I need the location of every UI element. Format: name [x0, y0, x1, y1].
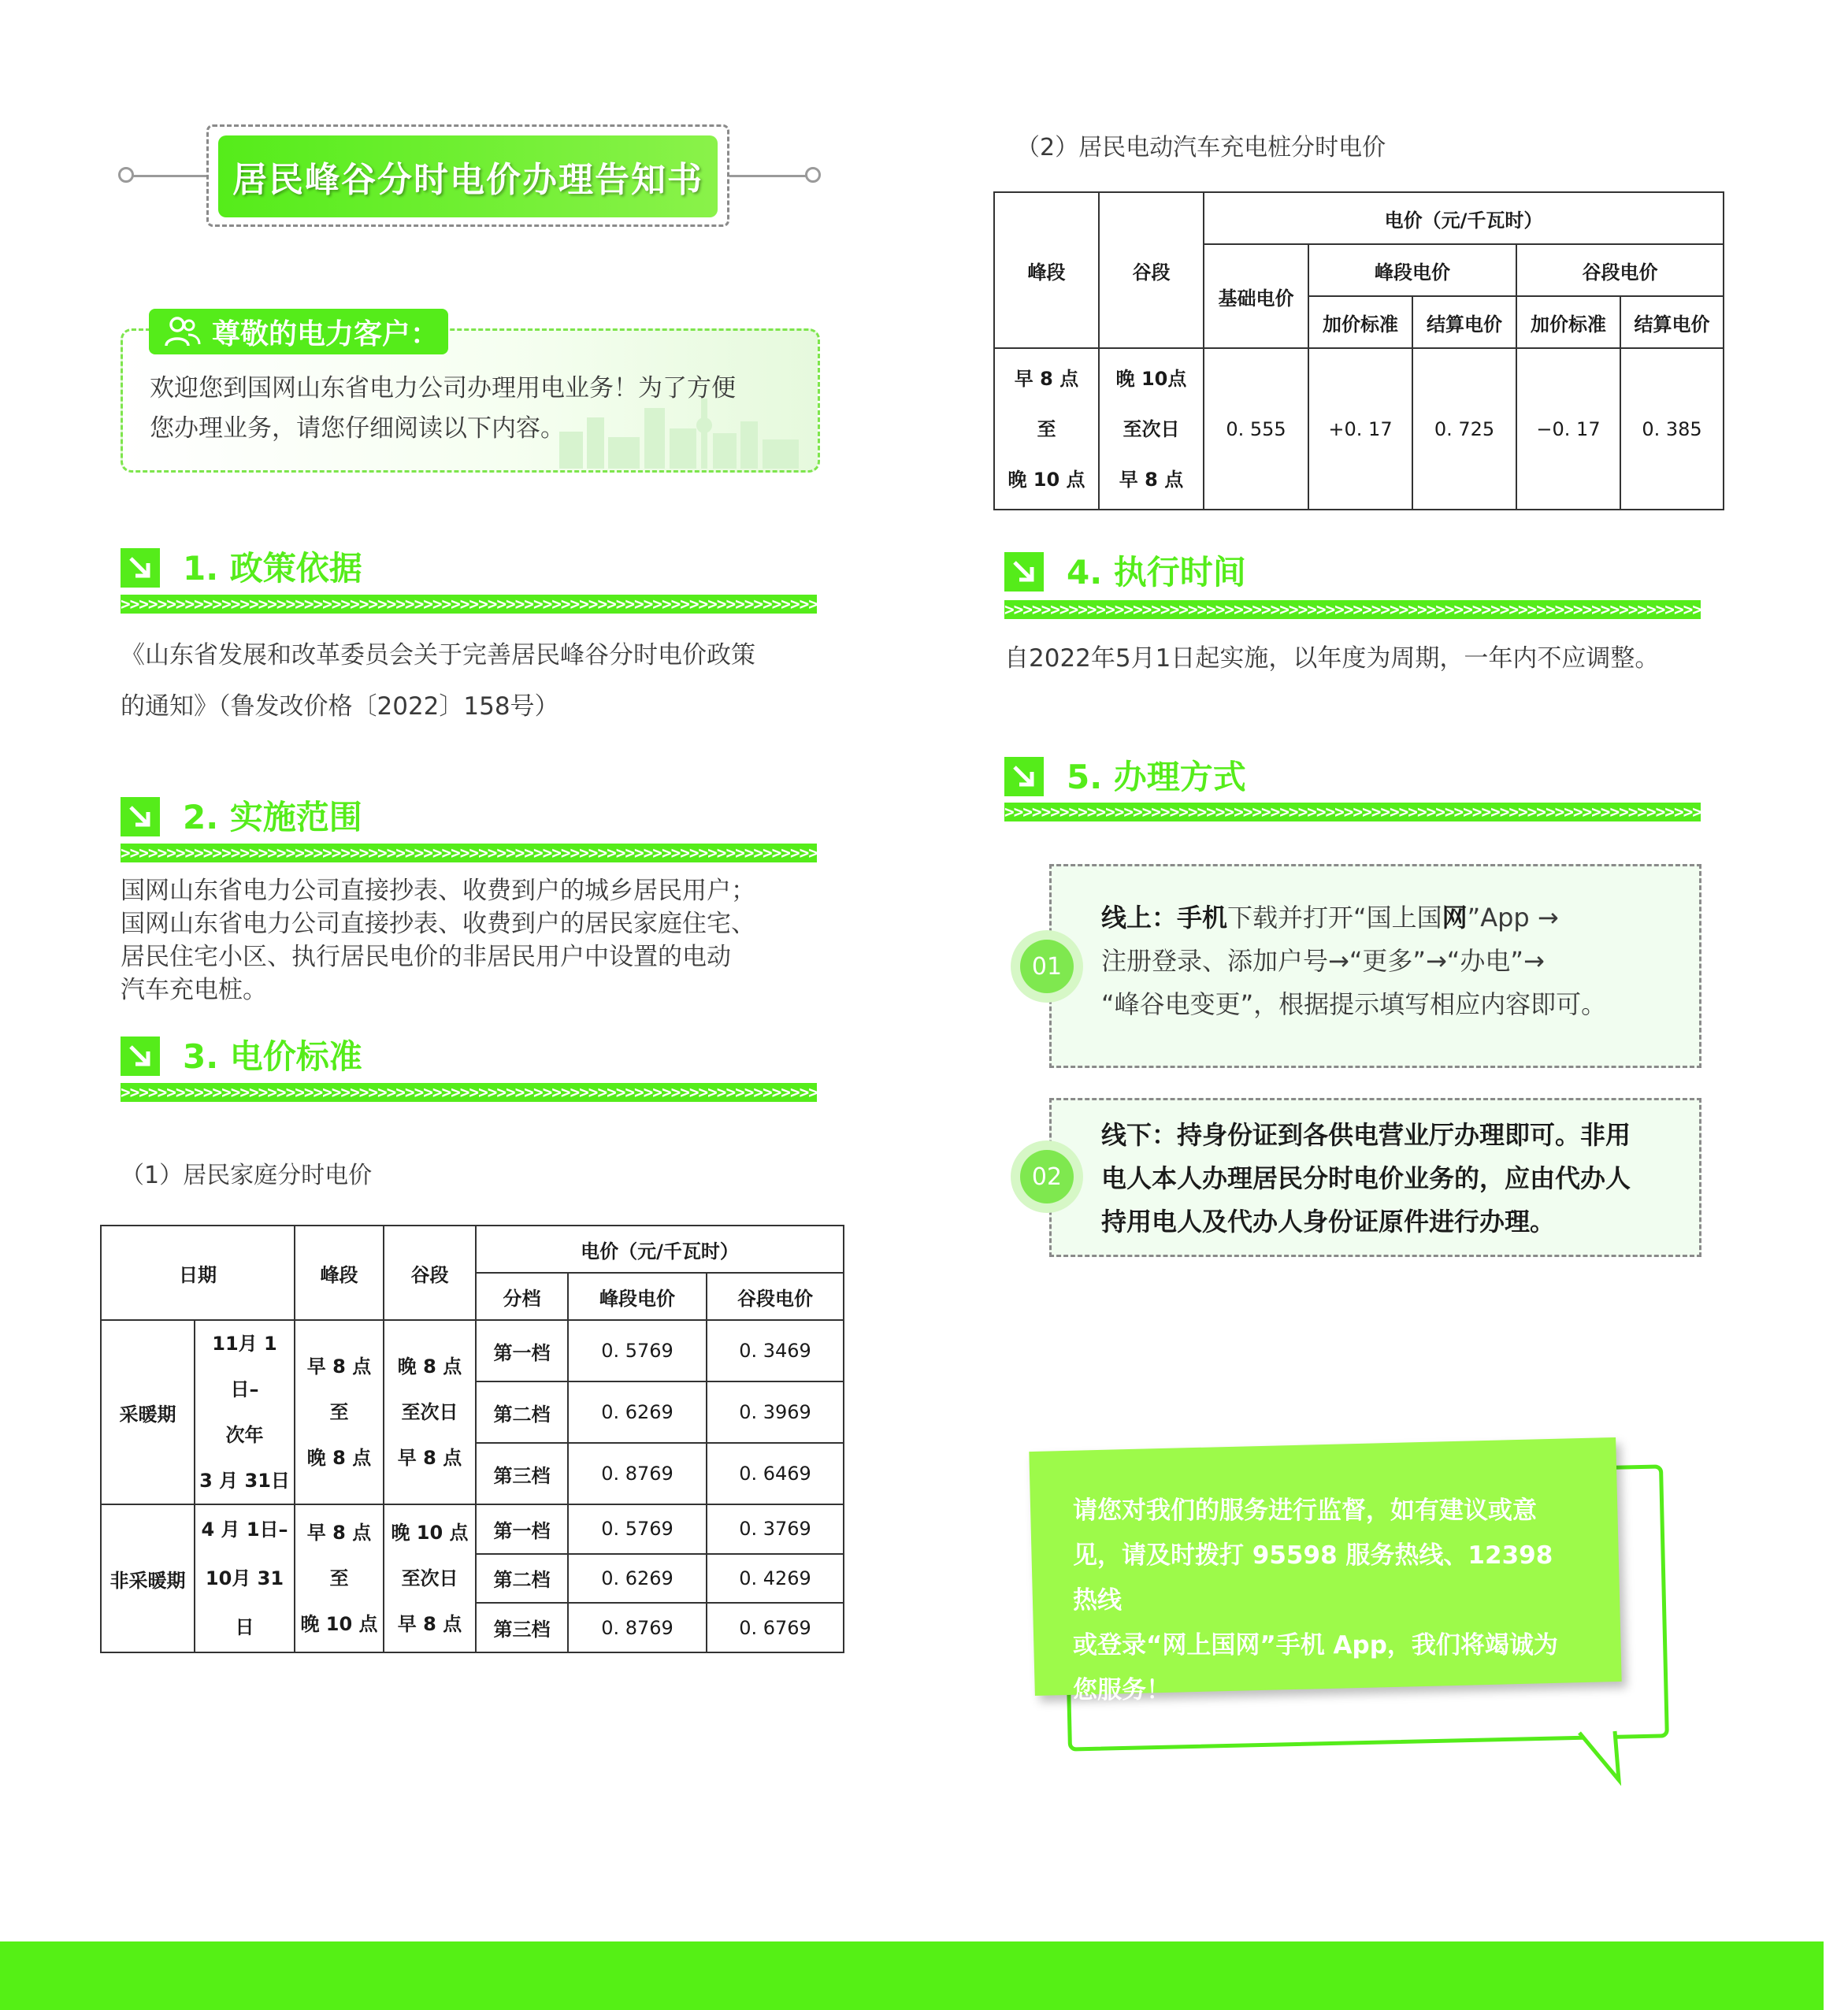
section-2-arrow-icon	[121, 797, 160, 836]
greeting-line-1: 欢迎您到国网山东省电力公司办理用电业务！为了方便	[150, 374, 736, 402]
section-3-title: 3. 电价标准	[183, 1037, 362, 1076]
step-02-number: 02	[1020, 1150, 1074, 1203]
date-line: 次年	[225, 1424, 264, 1446]
time-line: 早 8 点	[397, 1447, 462, 1469]
valley-price-cell: 0. 6469	[707, 1443, 844, 1504]
ev-valley-time	[1099, 348, 1204, 510]
section-2-line-2: 国网山东省电力公司直接抄表、收费到户的居民家庭住宅、	[121, 910, 755, 938]
header-peak: 峰段	[994, 192, 1099, 348]
section-3-divider: >>>>>>>>>>>>>>>>>>>>>>>>>>>>>>>>>>>>>>>>>>>>>>>>>>>>>>>>>>>>>>>>>>>>>>>>>>>>>>>>>>>>>>>>>>>>	[121, 1083, 965, 1102]
peak-time-non-heating	[295, 1504, 384, 1652]
ev-peak-markup: +0. 17	[1308, 348, 1412, 510]
header-price: 电价（元/千瓦时）	[476, 1226, 844, 1273]
section-1-title: 1. 政策依据	[183, 549, 362, 588]
greeting-line-2: 您办理业务，请您仔细阅读以下内容。	[150, 414, 565, 443]
section-1-arrow-icon	[121, 548, 160, 588]
header-peak: 峰段	[295, 1226, 384, 1320]
header-valley-price: 谷段电价	[1516, 244, 1724, 296]
ev-valley-markup: −0. 17	[1516, 348, 1620, 510]
table-2-caption: （2）居民电动汽车充电桩分时电价	[1016, 134, 1386, 161]
section-2-title: 2. 实施范围	[183, 798, 362, 836]
notice-line-2: 见，请及时拨打 95598 服务热线、12398 热线	[1073, 1541, 1553, 1615]
header-peak-markup: 加价标准	[1308, 296, 1412, 348]
section-4-divider: >>>>>>>>>>>>>>>>>>>>>>>>>>>>>>>>>>>>>>>>>>>>>>>>>>>>>>>>>>>>>>>>>>>>>>>>>>>>>>>>>>>>>>>>>>>>	[1004, 600, 1848, 619]
section-4-text: 自2022年5月1日起实施，以年度为周期，一年内不应调整。	[1004, 644, 1660, 673]
header-valley-markup: 加价标准	[1516, 296, 1620, 348]
tier-cell: 第三档	[476, 1603, 568, 1652]
notice-text	[1073, 1489, 1585, 1713]
time-line: 至次日	[401, 1567, 458, 1589]
speech-bubble-tail	[1572, 1725, 1642, 1788]
time-line: 晚 8 点	[397, 1355, 462, 1378]
table-row	[994, 348, 1724, 510]
tier-cell: 第二档	[476, 1381, 568, 1443]
online-line-1	[1101, 896, 1692, 940]
step-01-number: 01	[1020, 940, 1074, 993]
time-line: 至次日	[1123, 417, 1180, 440]
users-icon	[165, 316, 201, 347]
page-title: 居民峰谷分时电价办理告知书	[218, 135, 718, 217]
period-non-heating: 非采暖期	[101, 1504, 195, 1652]
section-2-divider: >>>>>>>>>>>>>>>>>>>>>>>>>>>>>>>>>>>>>>>>>>>>>>>>>>>>>>>>>>>>>>>>>>>>>>>>>>>>>>>>>>>>>>>>>>>>	[121, 844, 965, 862]
online-line-2: 注册登录、添加户号→“更多”→“办电”→	[1101, 946, 1545, 976]
header-peak-price: 峰段电价	[1308, 244, 1516, 296]
greeting-label-text: 尊敬的电力客户：	[212, 317, 440, 350]
online-label: 线上：手机	[1101, 903, 1228, 933]
title-right-line	[729, 175, 807, 177]
section-4-arrow-icon	[1004, 552, 1044, 592]
tier-cell: 第三档	[476, 1443, 568, 1504]
time-line: 晚 10 点	[1007, 468, 1085, 491]
header-price: 电价（元/千瓦时）	[1204, 192, 1724, 244]
title-left-dot	[118, 167, 134, 183]
household-price-table	[100, 1225, 844, 1653]
section-3-arrow-icon	[121, 1037, 160, 1076]
valley-price-cell: 0. 4269	[707, 1554, 844, 1604]
section-5-arrow-icon	[1004, 757, 1044, 796]
date-line: 11月 1 日–	[212, 1333, 277, 1400]
offline-line-1: 线下：持身份证到各供电营业厅办理即可。非用	[1101, 1120, 1631, 1150]
peak-price-cell: 0. 6269	[568, 1381, 707, 1443]
header-valley: 谷段	[1099, 192, 1204, 348]
section-5-divider: >>>>>>>>>>>>>>>>>>>>>>>>>>>>>>>>>>>>>>>>>>>>>>>>>>>>>>>>>>>>>>>>>>>>>>>>>>>>>>>>>>>>>>>>>>>>	[1004, 803, 1848, 821]
section-1-divider: >>>>>>>>>>>>>>>>>>>>>>>>>>>>>>>>>>>>>>>>>>>>>>>>>>>>>>>>>>>>>>>>>>>>>>>>>>>>>>>>>>>>>>>>	[121, 595, 928, 614]
time-line: 早 8 点	[306, 1355, 372, 1378]
time-line: 至	[1037, 417, 1056, 440]
valley-price-cell: 0. 3769	[707, 1504, 844, 1554]
title-left-line	[132, 175, 206, 177]
tier-cell: 第一档	[476, 1504, 568, 1554]
offline-line-2: 电人本人办理居民分时电价业务的，应由代办人	[1101, 1163, 1631, 1193]
header-valley: 谷段	[384, 1226, 476, 1320]
time-line: 至	[329, 1567, 349, 1589]
section-1-text	[121, 630, 829, 732]
peak-price-cell: 0. 5769	[568, 1320, 707, 1381]
peak-price-cell: 0. 8769	[568, 1603, 707, 1652]
peak-price-cell: 0. 6269	[568, 1554, 707, 1604]
header-valley-settle: 结算电价	[1620, 296, 1724, 348]
section-2-line-3: 居民住宅小区、执行居民电价的非居民用户中设置的电动	[121, 943, 731, 971]
header-base-price: 基础电价	[1204, 244, 1308, 348]
section-2-line-4: 汽车充电桩。	[121, 976, 267, 1004]
peak-time-heating	[295, 1320, 384, 1504]
header-tier: 分档	[476, 1273, 568, 1320]
time-line: 晚 10 点	[391, 1522, 469, 1544]
ev-peak-settle: 0. 725	[1412, 348, 1516, 510]
tier-cell: 第一档	[476, 1320, 568, 1381]
section-2-text	[121, 874, 829, 1007]
greeting-label	[149, 309, 448, 354]
ev-charging-price-table	[993, 191, 1724, 510]
time-line: 早 8 点	[1119, 468, 1184, 491]
ev-peak-time	[994, 348, 1099, 510]
header-valley-price: 谷段电价	[707, 1273, 844, 1320]
section-1-line-1: 《山东省发展和改革委员会关于完善居民峰谷分时电价政策	[121, 641, 755, 669]
ev-base-price: 0. 555	[1204, 348, 1308, 510]
table-row	[101, 1320, 844, 1381]
time-line: 早 8 点	[306, 1522, 372, 1544]
valley-price-cell: 0. 6769	[707, 1603, 844, 1652]
section-2-line-1: 国网山东省电力公司直接抄表、收费到户的城乡居民用户；	[121, 877, 755, 905]
table-1-caption: （1）居民家庭分时电价	[121, 1162, 373, 1189]
time-line: 晚 10 点	[300, 1613, 378, 1635]
valley-price-cell: 0. 3969	[707, 1381, 844, 1443]
time-line: 至	[329, 1401, 349, 1423]
date-line: 10月 31 日	[205, 1567, 284, 1638]
time-line: 至次日	[401, 1401, 458, 1423]
time-line: 晚 10点	[1115, 367, 1187, 390]
date-range-heating	[195, 1320, 295, 1504]
online-text-bold: 网	[1442, 903, 1468, 933]
online-text-part: ”App →	[1467, 903, 1559, 933]
notice-line-4: 您服务！	[1073, 1676, 1171, 1704]
time-line: 晚 8 点	[306, 1447, 372, 1469]
bottom-bar	[0, 1941, 1824, 2010]
table-row	[101, 1504, 844, 1554]
step-02-badge	[1011, 1140, 1083, 1213]
time-line: 早 8 点	[397, 1613, 462, 1635]
offline-line-3: 持用电人及代办人身份证原件进行办理。	[1101, 1207, 1556, 1237]
online-line-3: “峰谷电变更”，根据提示填写相应内容即可。	[1101, 989, 1607, 1019]
notice-line-1: 请您对我们的服务进行监督，如有建议或意	[1073, 1496, 1537, 1525]
date-range-non-heating	[195, 1504, 295, 1652]
ev-valley-settle: 0. 385	[1620, 348, 1724, 510]
greeting-text	[150, 369, 803, 449]
offline-method-text	[1101, 1114, 1692, 1244]
section-5-title: 5. 办理方式	[1067, 758, 1246, 796]
header-peak-settle: 结算电价	[1412, 296, 1516, 348]
valley-price-cell: 0. 3469	[707, 1320, 844, 1381]
peak-price-cell: 0. 8769	[568, 1443, 707, 1504]
title-right-dot	[805, 167, 821, 183]
time-line: 早 8 点	[1014, 367, 1079, 390]
date-line: 3 月 31日	[199, 1470, 290, 1492]
period-heating: 采暖期	[101, 1320, 195, 1504]
section-4-title: 4. 执行时间	[1067, 553, 1246, 592]
header-date: 日期	[101, 1226, 295, 1320]
step-01-badge	[1011, 930, 1083, 1003]
header-peak-price: 峰段电价	[568, 1273, 707, 1320]
tier-cell: 第二档	[476, 1554, 568, 1604]
section-1-line-2: 的通知》（鲁发改价格〔2022〕158号）	[121, 692, 559, 721]
peak-price-cell: 0. 5769	[568, 1504, 707, 1554]
valley-time-non-heating	[384, 1504, 476, 1652]
notice-line-3: 或登录“网上国网”手机 App，我们将竭诚为	[1073, 1631, 1558, 1660]
online-method-text	[1101, 896, 1692, 1026]
date-line: 4 月 1日–	[201, 1519, 288, 1541]
valley-time-heating	[384, 1320, 476, 1504]
online-text-part: 下载并打开“国上国	[1227, 903, 1442, 933]
